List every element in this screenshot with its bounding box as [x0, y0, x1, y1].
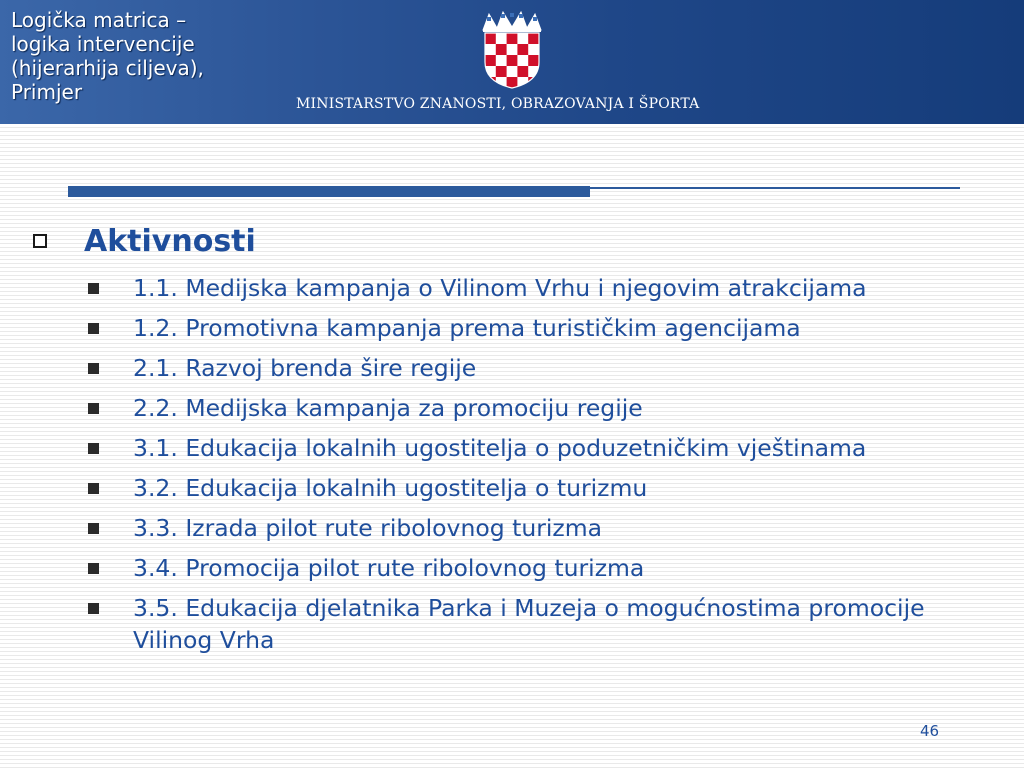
- page-number: 46: [920, 722, 940, 740]
- square-bullet-icon: [88, 443, 99, 454]
- square-bullet-icon: [88, 363, 99, 374]
- section-heading: [0, 222, 1024, 262]
- list-item-text: 2.1. Razvoj brenda šire regije: [133, 354, 477, 382]
- hollow-square-bullet-icon: [33, 234, 47, 248]
- list-item-text: 3.4. Promocija pilot rute ribolovnog turizma: [133, 554, 645, 582]
- list-item: [0, 592, 1024, 656]
- section-title: Aktivnosti: [84, 224, 256, 259]
- decorative-bar-thin: [590, 187, 960, 189]
- slide-title: Logička matrica – logika intervencije (hijerarhija ciljeva), Primjer: [11, 8, 204, 104]
- square-bullet-icon: [88, 283, 99, 294]
- square-bullet-icon: [88, 523, 99, 534]
- list-item: [0, 552, 1024, 584]
- list-item-text: 1.1. Medijska kampanja o Vilinom Vrhu i njegovim atrakcijama: [133, 274, 867, 302]
- slide-header: [0, 0, 1024, 124]
- square-bullet-icon: [88, 603, 99, 614]
- square-bullet-icon: [88, 563, 99, 574]
- list-item: [0, 432, 1024, 464]
- list-item-text: 3.2. Edukacija lokalnih ugostitelja o turizmu: [133, 474, 648, 502]
- square-bullet-icon: [88, 323, 99, 334]
- crown-icon: [483, 12, 541, 32]
- square-bullet-icon: [88, 403, 99, 414]
- list-item: [0, 272, 1024, 304]
- list-item: [0, 352, 1024, 384]
- list-item: [0, 312, 1024, 344]
- checkered-shield-icon: [485, 33, 539, 88]
- list-item: [0, 392, 1024, 424]
- list-item-text: 3.1. Edukacija lokalnih ugostitelja o poduzetničkim vještinama: [133, 434, 867, 462]
- decorative-bar-thick: [68, 186, 590, 197]
- list-item-text: 1.2. Promotivna kampanja prema turističkim agencijama: [133, 314, 801, 342]
- activity-list: [0, 272, 1024, 656]
- slide-content: [0, 222, 1024, 664]
- list-item: [0, 512, 1024, 544]
- square-bullet-icon: [88, 483, 99, 494]
- list-item-text: 3.5. Edukacija djelatnika Parka i Muzeja o mogućnostima promocije Vilinog Vrha: [133, 594, 925, 654]
- croatian-coat-of-arms-icon: [481, 8, 543, 90]
- list-item-text: 2.2. Medijska kampanja za promociju regije: [133, 394, 643, 422]
- list-item-text: 3.3. Izrada pilot rute ribolovnog turizma: [133, 514, 603, 542]
- ministry-name: MINISTARSTVO ZNANOSTI, OBRAZOVANJA I ŠPORTA: [296, 96, 700, 112]
- list-item: [0, 472, 1024, 504]
